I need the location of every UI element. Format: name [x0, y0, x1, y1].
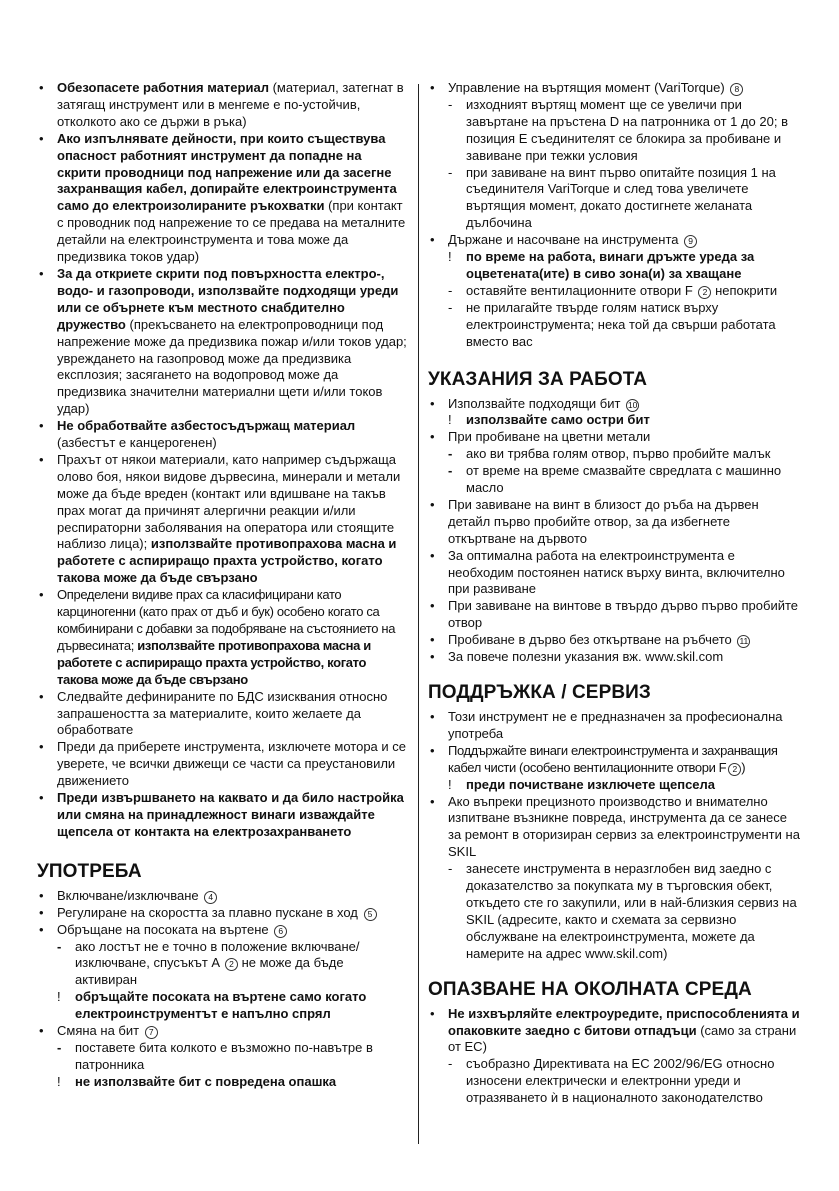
callout-number: 4	[204, 891, 217, 904]
usage-bit-warning: ! не използвайте бит с повредена опашка	[57, 1073, 337, 1089]
usage-heading: УПОТРЕБА	[37, 860, 142, 882]
tips-pressure: • За оптимална работа на електроинструмента е необходим постоянен натиск върху винта, включително при развиване	[430, 547, 785, 597]
safety-item-6: • Определени видиве прах са класифицирани като карциногенни (като прах от дъб и бук) особено когато са комбинирани с добавки за подобряване на състоянието на дървесината; използвайте противопрахова масна и работете с аспириращо прахта устройство, когато такова може да бъде свързано	[39, 587, 396, 687]
safety-item-1: • Обезопасете работния материал (материал, затегнат в затягащ инструмент или в менгеме е по-устойчив, отколкото ако се държи в ръка)	[39, 80, 404, 129]
environment-item: • Не изхвърляйте електроуредите, приспособленията и опаковките заедно с битови отпадъци (само за страни от ЕС)	[430, 1005, 800, 1055]
service-pro: • Този инструмент не е предназначен за професионална употреба	[430, 709, 783, 741]
usage-switch: • Включване/изключване 4	[37, 888, 409, 905]
tips-bit: • Използвайте подходящи бит 10	[430, 395, 638, 411]
column-divider	[418, 84, 419, 1144]
service-clean: • Поддържайте винаги електроинструмента и захранващия кабел чисти (особено вентилационните отвори F 2 )	[430, 742, 778, 775]
service-heading: ПОДДРЪЖКА / СЕРВИЗ	[428, 682, 651, 703]
tips-metals: • При пробиване на цветни метали	[430, 429, 651, 445]
callout-number: 2	[698, 286, 711, 299]
hold-warning: ! по време на работа, винаги дръжте уреда за оцветената(ите) в сиво зона(и) за хващане	[448, 249, 755, 281]
service-repair: • Ако въпреки прецизното производство и внимателно изпитване възникне повреда, инструмента да се занесе за ремонт в оторизиран сервиз за електроинструменти на SKIL	[430, 793, 800, 860]
tips-bit-warning: ! използвайте само остри бит	[448, 412, 650, 428]
safety-item-3: • За да откриете скрити под повърхността електро-, водо- и газопроводи, използвайте подходящи уреди или се обърнете към местното снабдително дружество (прекъсването на електропроводници под напрежение може да предизвика пожар и/или токов удар; увреждането на газопровод може да предизвика експлозия; засягането на водопровод може да предизвика значителни материални щети и/или токов удар)	[39, 265, 407, 417]
right-column	[428, 80, 800, 1107]
callout-number: 2	[225, 958, 238, 971]
left-column	[37, 80, 409, 1091]
usage-reverse-sub: - ако лостът не е точно в положение включване/ изключване, спусъкът A 2 не може да бъде активиран	[57, 938, 360, 988]
tips-hardwood: • При завиване на винтове в твърдо дърво първо пробийте отвор	[430, 598, 799, 631]
safety-item-4: • Не обработвайте азбестосъдържащ материал (азбестът е канцерогенен)	[39, 418, 356, 451]
safety-item-7: • Следвайте дефинираните по БДС изисквания относно запрашеността за материалите, които желаете да обработвате	[39, 688, 388, 738]
usage-bit-sub: - поставете бита колкото е възможно по-навътре в патронника	[57, 1039, 373, 1072]
hold-item: • Държане и насочване на инструмента 9	[428, 232, 800, 249]
torque-item: • Управление на въртящия момент (VariTorque) 8	[428, 80, 800, 97]
tips-metals-sub-2: - от време на време смазвайте свредлата с машинно масло	[448, 463, 782, 496]
callout-number: 11	[737, 635, 750, 648]
environment-sub: - съобразно Директивата на ЕС 2002/96/EG относно износени електрически и електронни уреди и отразяването ѝ в националното законодателство	[448, 1056, 775, 1106]
tips-more: • За повече полезни указания вж. www.skil.com	[430, 649, 724, 665]
environment-heading: ОПАЗВАНЕ НА ОКОЛНАТА СРЕДА	[428, 978, 752, 1000]
callout-number: 2	[728, 763, 741, 776]
tips-edge: • При завиване на винт в близост до ръба на дървен детайл първо пробийте отвор, за да избегнете откъртване на дървото	[430, 496, 759, 546]
tips-wood: • Пробиване в дърво без откъртване на ръбчето 11	[428, 632, 800, 649]
safety-item-8: • Преди да приберете инструмента, изключете мотора и се уверете, че всички движещи се части са преустановили движението	[39, 739, 407, 789]
callout-number: 10	[627, 399, 638, 410]
usage-reverse: • Обръщане на посоката на въртене 6	[37, 922, 409, 939]
torque-sub-2: - при завиване на винт първо опитайте позиция 1 на съединителя VariTorque и след това увеличете въртящия момент, докато достигнете желаната дълбочина	[448, 164, 776, 231]
safety-item-9: • Преди извършването на каквато и да било настройка или смяна на принадлежност винаги изваждайте щепсела от контакта на електрозахранването	[39, 790, 404, 839]
tips-metals-sub-1: - ако ви трябва голям отвор, първо пробийте малък	[448, 446, 771, 462]
callout-number: 7	[145, 1026, 158, 1039]
callout-number: 5	[364, 908, 377, 921]
usage-bit-change: • Смяна на бит 7	[37, 1023, 409, 1040]
callout-number: 6	[274, 925, 287, 938]
hold-sub-1: - оставяйте вентилационните отвори F 2 непокрити	[448, 282, 778, 298]
usage-speed: • Регулиране на скоростта за плавно пускане в ход 5	[37, 905, 409, 922]
callout-number: 9	[684, 235, 697, 248]
safety-item-2: • Ако изпълнявате дейности, при които съществува опасност работният инструмент да попадне на скрити проводници под напрежение или да засегне захранващия кабел, допирайте електроинструмента само до електроизолираните ръкохватки (при контакт с проводник под напрежение то се предава на металните детайли на електроинструмента и това може да предизвика токов удар)	[39, 130, 406, 265]
service-repair-sub: - занесете инструмента в неразглобен вид заедно с доказателство за покупката му в търговския обект, откъдето сте го закупили, или в най-близкия сервиз на SKIL (адресите, както и схемата за сервизно обслужване на електроинструмента, можете да намерите на адрес www.skil.com)	[448, 861, 797, 961]
callout-number: 8	[730, 83, 743, 96]
usage-reverse-warning: ! обръщайте посоката на въртене само когато електроинструментът е напълно спрял	[57, 989, 367, 1022]
safety-item-5: • Прахът от някои материали, като например съдържаща олово боя, някои видове дървесина, минерали и метали може да бъде вреден (контакт или вдишване на такъв прах могат да причинят алергични реакции и/или респираторни заболявания на оператора или стоящите наблизо лица); използвайте противопрахова масна и работете с аспириращо прахта устройство, когато такова може да бъде свързано	[39, 451, 401, 586]
hold-sub-2: - не прилагайте твърде голям натиск върху електроинструмента; нека той да свърши работата вместо вас	[448, 299, 776, 349]
torque-sub-1: - изходният въртящ момент ще се увеличи при завъртане на пръстена D на патронника от 1 до 20; в позиция E съединителят се блокира за пробиване и завиване при тежки условия	[448, 96, 788, 163]
service-clean-warning: ! преди почистване изключете щепсела	[448, 776, 716, 792]
tips-heading: УКАЗАНИЯ ЗА РАБОТА	[428, 368, 648, 390]
